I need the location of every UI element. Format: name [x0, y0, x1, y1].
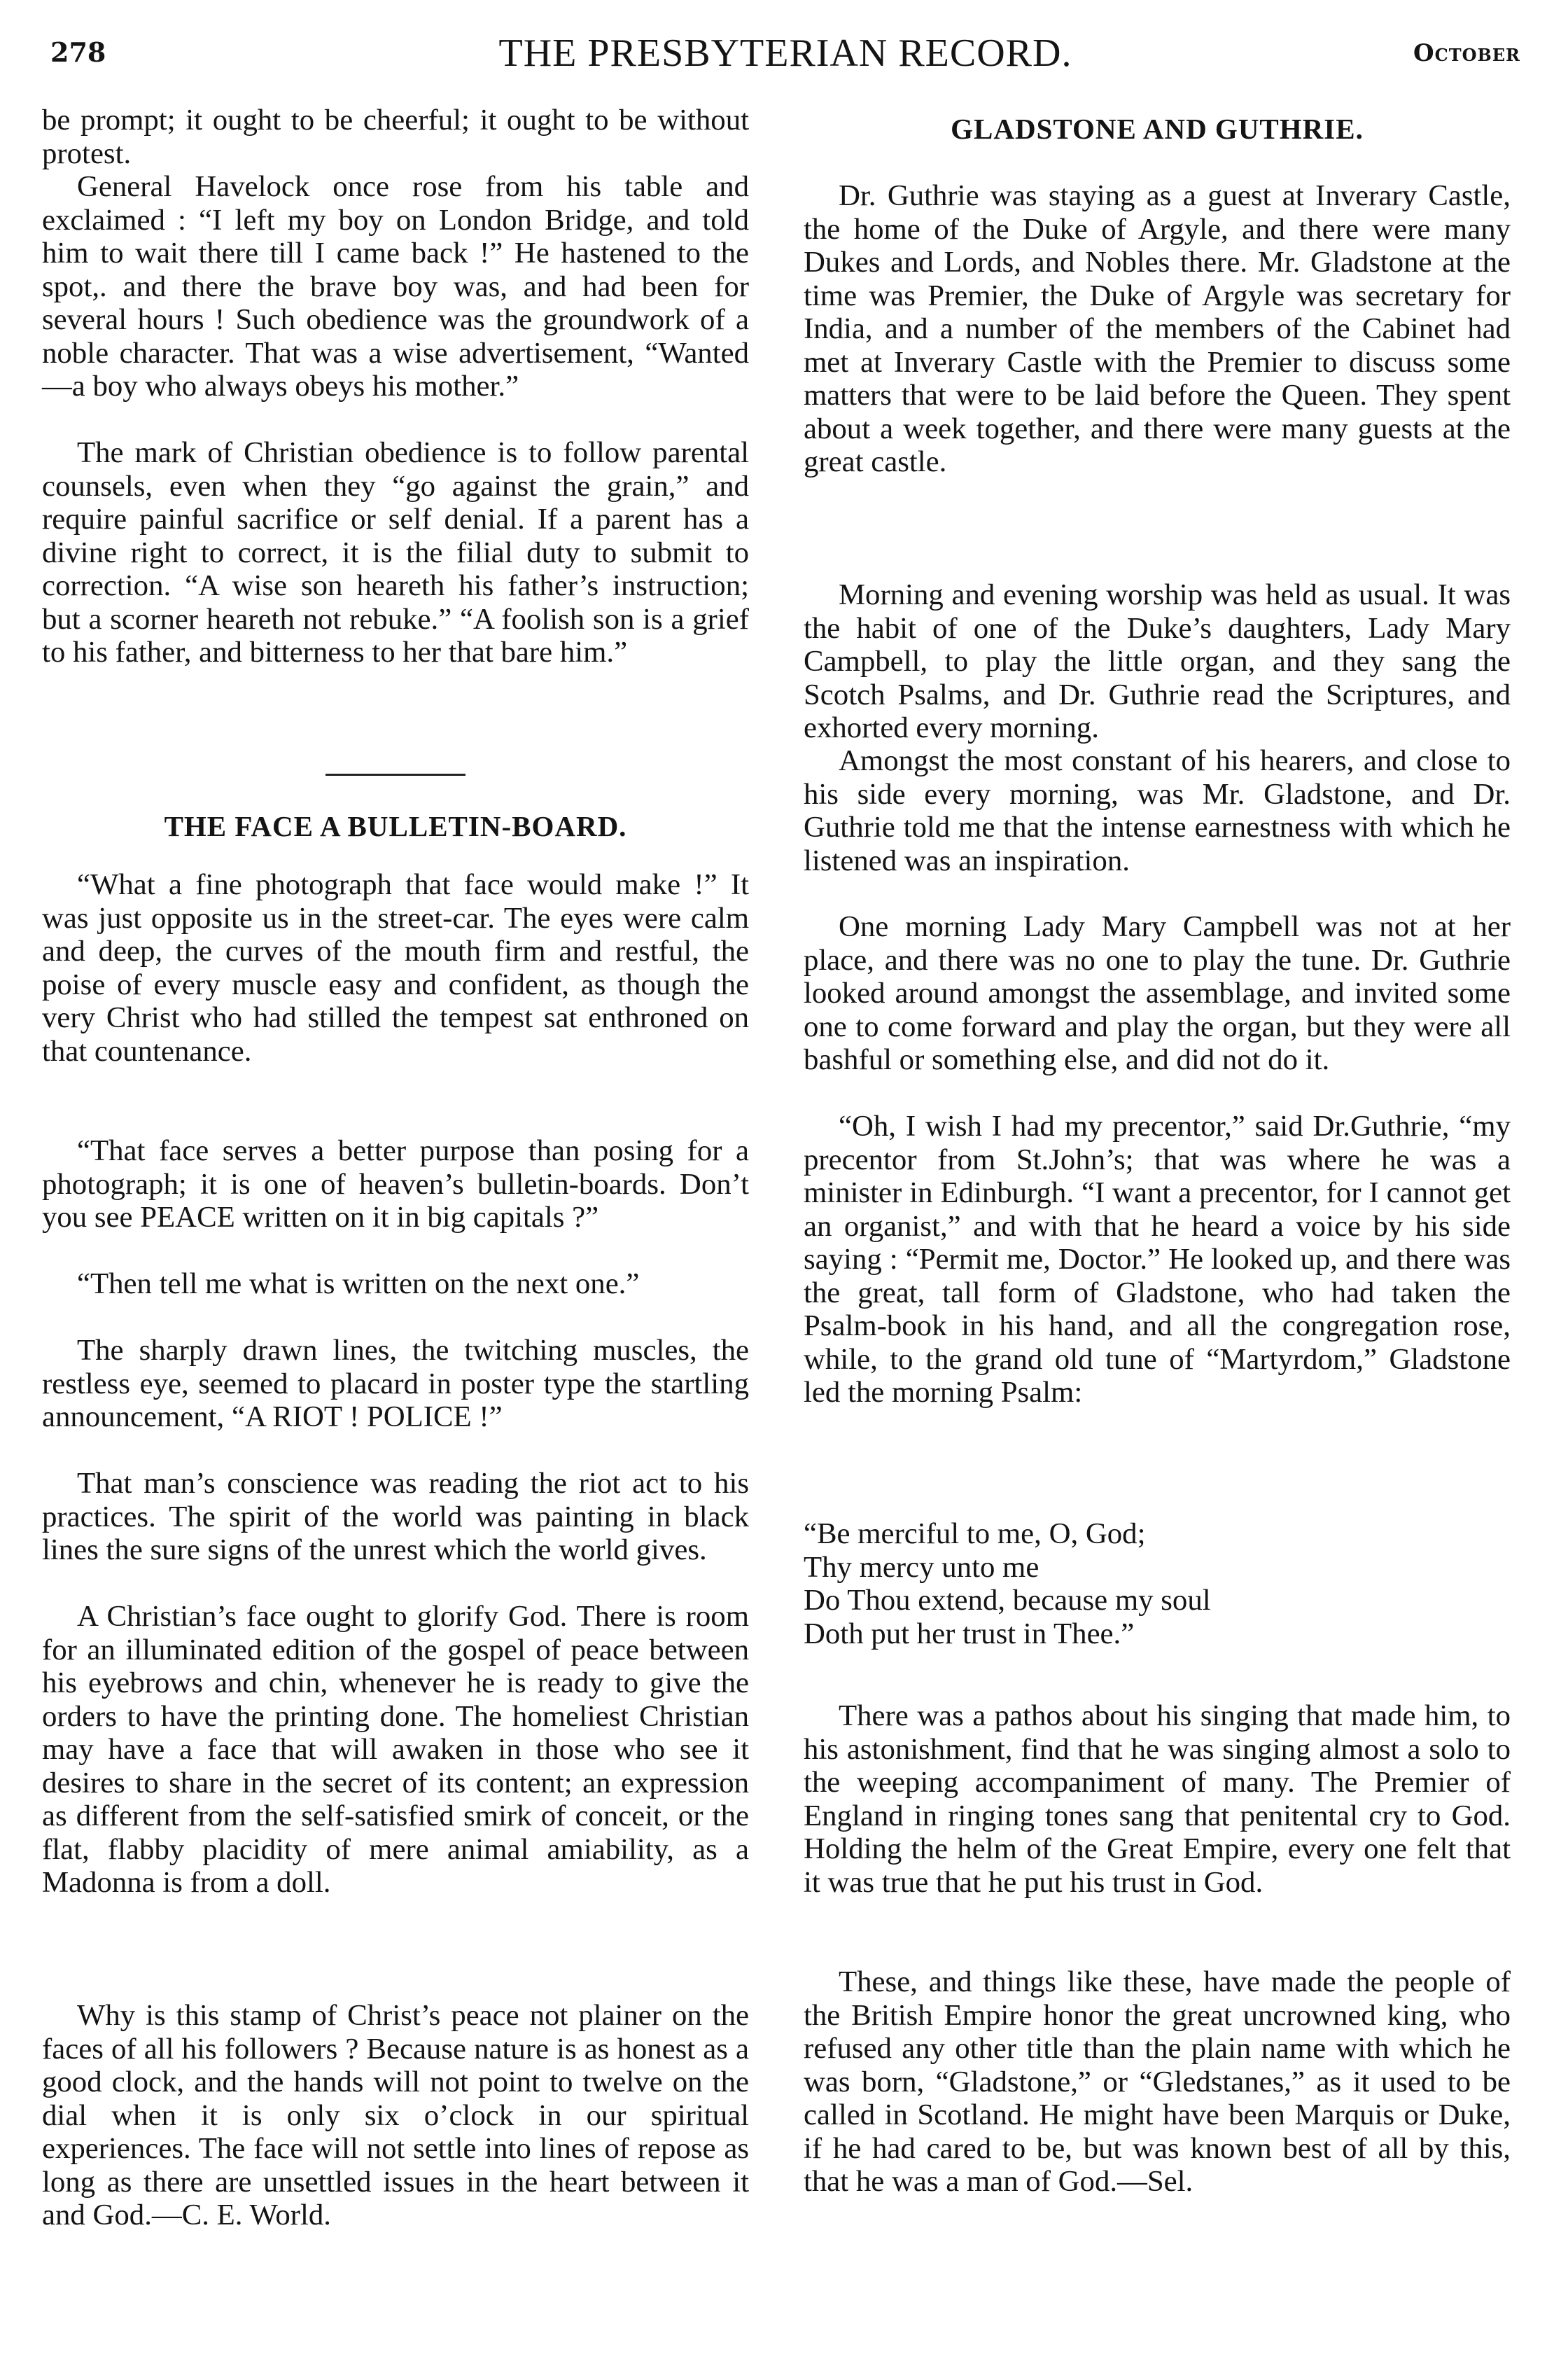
article-paragraph: “That face serves a better purpose than posing for a photograph; it is one of heaven’s bulletin-boards. Don’t you see PEACE written on it in big capitals ?” — [42, 1134, 749, 1234]
article-continuation-paragraph: The mark of Christian obedience is to follow parental counsels, even when they “go against the grain,” and require painful sacrifice or self denial. If a parent has a divine right to correct, it is the filial duty to submit to correction. “A wise son heareth his father’s instruction; but a scorner heareth not rebuke.” “A foolish son is a grief to his father, and bitterness to her that bare him.” — [42, 436, 749, 669]
section-divider-rule — [326, 774, 465, 776]
issue-month: October — [1413, 39, 1520, 67]
article-continuation-paragraph: be prompt; it ought to be cheerful; it ought to be without protest. — [42, 104, 749, 170]
article-paragraph: Why is this stamp of Christ’s peace not plainer on the faces of all his followers ? Because nature is as honest as a good clock, and the hands will not point to twelve on the dial when it is only six o’clock in our spiritual experiences. The face will not settle into lines of repose as long as there are unsettled issues in the heart between it and God.—C. E. World. — [42, 1999, 749, 2231]
psalm-line: Do Thou extend, because my soul — [804, 1584, 1211, 1617]
article-paragraph: Amongst the most constant of his hearers, and close to his side every morning, was Mr. Gladstone, and Dr. Guthrie told me that the intense earnestness with which he listened was an inspiration. — [804, 744, 1511, 877]
article-title: THE FACE A BULLETIN-BOARD. — [164, 810, 627, 842]
article-paragraph: “What a fine photograph that face would make !” It was just opposite us in the street-car. The eyes were calm and deep, the curves of the mouth firm and restful, the poise of every muscle easy and confident, as though the very Christ who had stilled the tempest sat enthroned on that countenance. — [42, 868, 749, 1068]
article-paragraph: One morning Lady Mary Campbell was not at her place, and there was no one to play the tune. Dr. Guthrie looked around amongst the assemblage, and invited some one to come forward and play the organ, but they were all bashful or something else, and did not do it. — [804, 910, 1511, 1076]
psalm-verse — [804, 1517, 1511, 1650]
psalm-line: Thy mercy unto me — [804, 1550, 1040, 1584]
left-column — [42, 104, 749, 2265]
article-paragraph: “Oh, I wish I had my precentor,” said Dr.Guthrie, “my precentor from St.John’s; that was where he was a minister in Edinburgh. “I want a precentor, for I cannot get an organist,” and with that he heard a voice by his side saying : “Permit me, Doctor.” He looked up, and there was the great, tall form of Gladstone, who had taken the Psalm-book in his hand, and all the congregation rose, while, to the grand old tune of “Martyrdom,” Gladstone led the morning Psalm: — [804, 1110, 1511, 1409]
article-paragraph: Morning and evening worship was held as usual. It was the habit of one of the Duke’s daughters, Lady Mary Campbell, to play the little organ, and they sang the Scotch Psalms, and Dr. Guthrie read the Scriptures, and exhorted every morning. — [804, 578, 1511, 744]
article-paragraph: These, and things like these, have made the people of the British Empire honor the great uncrowned king, who refused any other title than the plain name with which he was born, “Gladstone,” or “Gledstanes,” as it used to be called in Scotland. He might have been Marquis or Duke, if he had cared to be, but was known best of all by this, that he was a man of God.—Sel. — [804, 1965, 1511, 2198]
article-paragraph: The sharply drawn lines, the twitching muscles, the restless eye, seemed to placard in poster type the startling announcement, “A RIOT ! POLICE !” — [42, 1334, 749, 1433]
psalm-line: “Be merciful to me, O, God; — [804, 1517, 1146, 1550]
journal-title: THE PRESBYTERIAN RECORD. — [498, 32, 1072, 75]
article-paragraph: Dr. Guthrie was staying as a guest at Inverary Castle, the home of the Duke of Argyle, and there were many Dukes and Lords, and Nobles there. Mr. Gladstone at the time was Premier, the Duke of Argyle was secretary for India, and a number of the members of the Cabinet had met at Inverary Castle with the Premier to discuss some matters that were to be laid before the Queen. They spent about a week together, and there were many guests at the great castle. — [804, 179, 1511, 478]
psalm-line: Doth put her trust in Thee.” — [804, 1617, 1135, 1650]
page-header — [50, 31, 1520, 87]
article-paragraph: That man’s conscience was reading the riot act to his practices. The spirit of the world was painting in black lines the sure signs of the unrest which the world gives. — [42, 1467, 749, 1566]
article-paragraph: A Christian’s face ought to glorify God. There is room for an illuminated edition of the gospel of peace between his eyebrows and chin, whenever he is ready to give the orders to have the printing done. The homeliest Christian may have a face that will awaken in those who see it desires to share in the secret of its content; an expression as different from the self-satisfied smirk of conceit, or the flat, flabby placidity of mere animal amiability, as a Madonna is from a doll. — [42, 1600, 749, 1899]
article-continuation-paragraph: General Havelock once rose from his table and exclaimed : “I left my boy on London Bridge, and told him to wait there till I came back !” He hastened to the spot,. and there the brave boy was, and had been for several hours ! Such obedience was the groundwork of a noble character. That was a wise advertisement, “Wanted —a boy who always obeys his mother.” — [42, 170, 749, 403]
article-paragraph: “Then tell me what is written on the next one.” — [77, 1267, 640, 1300]
right-column — [804, 104, 1511, 2264]
article-paragraph: There was a pathos about his singing that made him, to his astonishment, find that he was singing almost a solo to the weeping accompaniment of many. The Premier of England in ringing tones sang that penitental cry to God. Holding the helm of the Great Empire, every one felt that it was true that he put his trust in God. — [804, 1699, 1511, 1899]
page-number: 278 — [50, 36, 106, 68]
article-title: GLADSTONE AND GUTHRIE. — [951, 113, 1364, 145]
